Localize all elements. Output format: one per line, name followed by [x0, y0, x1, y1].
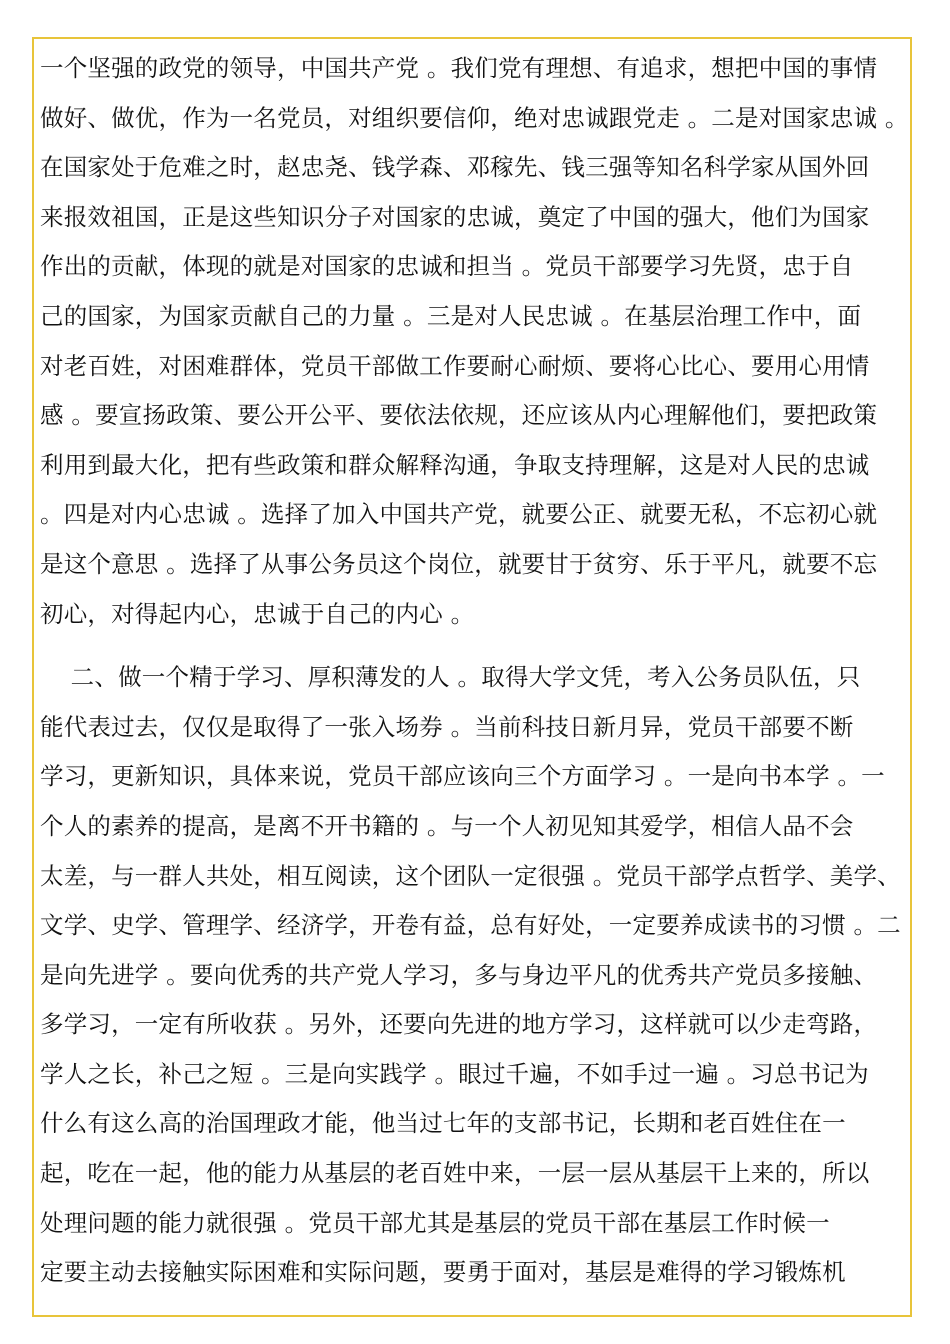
text-line: 是向先进学 。要向优秀的共产党人学习，多与身边平凡的优秀共产党员多接触、	[40, 960, 878, 989]
text-line: 。四是对内心忠诚 。选择了加入中国共产党，就要公正、就要无私，不忘初心就	[40, 500, 878, 529]
text-line: 定要主动去接触实际困难和实际问题，要勇于面对，基层是难得的学习锻炼机	[40, 1258, 846, 1287]
document-body	[40, 44, 912, 1298]
text-line: 感 。要宣扬政策、要公开公平、要依法依规，还应该从内心理解他们，要把政策	[40, 401, 878, 430]
text-line: 初心，对得起内心，忠诚于自己的内心 。	[40, 599, 475, 628]
text-line: 处理问题的能力就很强 。党员干部尤其是基层的党员干部在基层工作时候一	[40, 1208, 830, 1237]
text-line: 学人之长，补己之短 。三是向实践学 。眼过千遍，不如手过一遍 。习总书记为	[40, 1059, 869, 1088]
text-line: 起，吃在一起，他的能力从基层的老百姓中来，一层一层从基层干上来的，所以	[40, 1159, 870, 1188]
text-line: 能代表过去，仅仅是取得了一张入场券 。当前科技日新月异，党员干部要不断	[40, 712, 854, 741]
text-line: 一个坚强的政党的领导，中国共产党 。我们党有理想、有追求，想把中国的事情	[40, 54, 878, 82]
text-line: 在国家处于危难之时，赵忠尧、钱学森、邓稼先、钱三强等知名科学家从国外回	[40, 153, 870, 182]
text-line: 个人的素养的提高，是离不开书籍的 。与一个人初见知其爱学，相信人品不会	[40, 811, 854, 840]
text-line: 什么有这么高的治国理政才能，他当过七年的支部书记，长期和老百姓住在一	[40, 1109, 846, 1138]
text-line: 二、做一个精于学习、厚积薄发的人 。取得大学文凭，考入公务员队伍，只	[40, 663, 861, 692]
text-line: 学习，更新知识，具体来说，党员干部应该向三个方面学习 。一是向书本学 。一	[40, 762, 885, 791]
text-line: 是这个意思 。选择了从事公务员这个岗位，就要甘于贫穷、乐于平凡，就要不忘	[40, 549, 878, 578]
paragraph-loyalty	[40, 44, 912, 639]
text-line: 文学、史学、管理学、经济学，开卷有益，总有好处，一定要养成读书的习惯 。二	[40, 911, 901, 940]
text-line: 对老百姓，对困难群体，党员干部做工作要耐心耐烦、要将心比心、要用心用情	[40, 351, 870, 380]
paragraph-learning	[40, 653, 912, 1298]
text-line: 己的国家，为国家贡献自己的力量 。三是对人民忠诚 。在基层治理工作中，面	[40, 301, 862, 330]
text-line: 多学习，一定有所收获 。另外，还要向先进的地方学习，这样就可以少走弯路，	[40, 1010, 878, 1039]
text-line: 做好、做优，作为一名党员，对组织要信仰，绝对忠诚跟党走 。二是对国家忠诚 。	[40, 103, 909, 132]
paragraph-spacer	[40, 639, 912, 653]
text-line: 太差，与一群人共处，相互阅读，这个团队一定很强 。党员干部学点哲学、美学、	[40, 861, 901, 890]
text-line: 利用到最大化，把有些政策和群众解释沟通，争取支持理解，这是对人民的忠诚	[40, 450, 870, 479]
text-line: 作出的贡献，体现的就是对国家的忠诚和担当 。党员干部要学习先贤，忠于自	[40, 252, 854, 281]
text-line: 来报效祖国，正是这些知识分子对国家的忠诚，奠定了中国的强大，他们为国家	[40, 202, 870, 231]
